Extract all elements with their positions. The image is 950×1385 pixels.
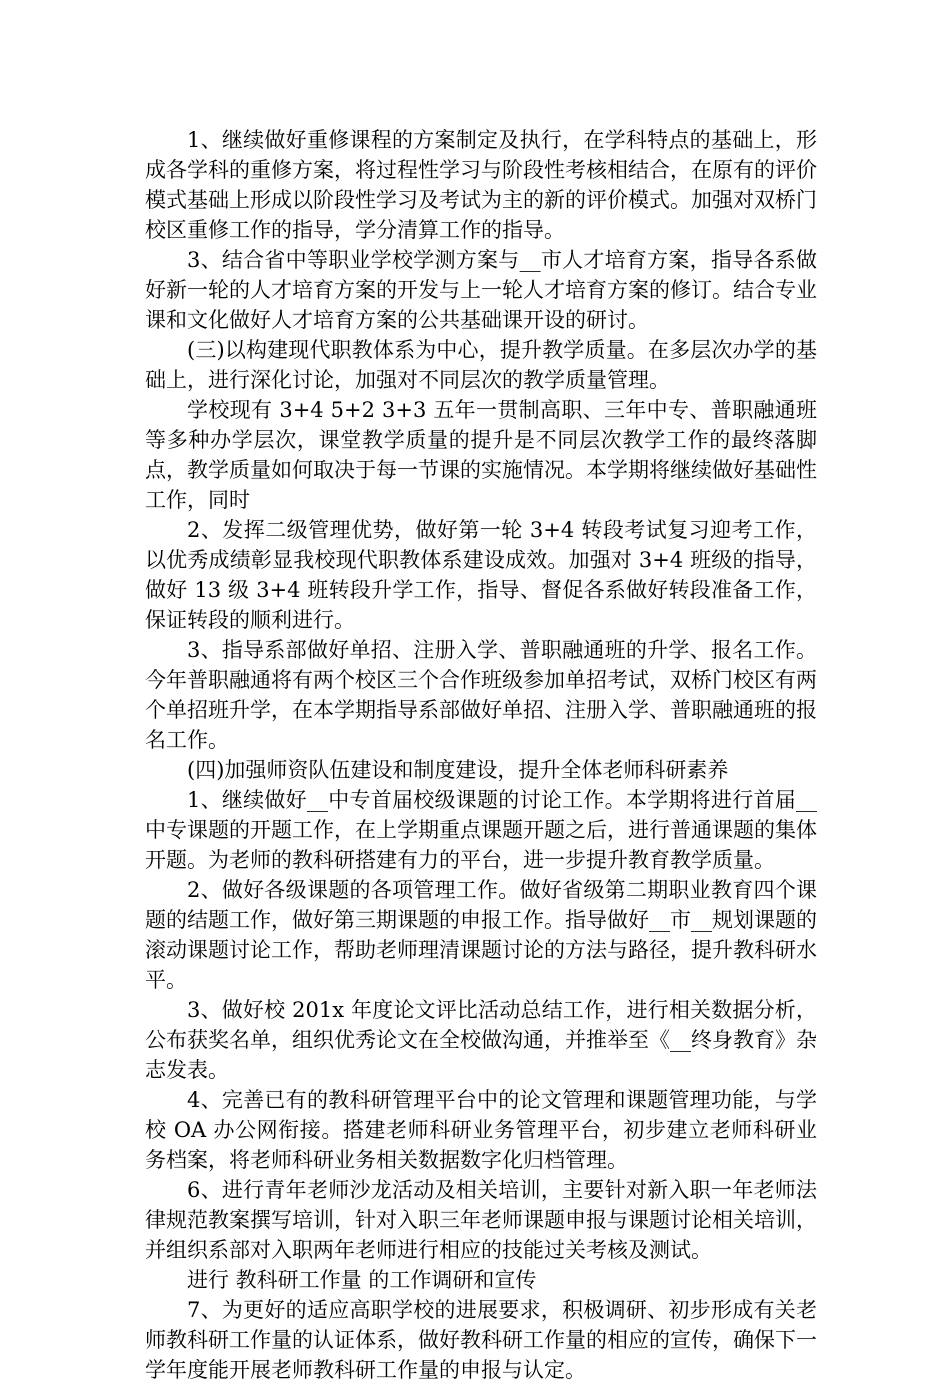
document-body: [145, 125, 817, 1385]
paragraph: 2、做好各级课题的各项管理工作。做好省级第二期职业教育四个课题的结题工作，做好第三期课题的申报工作。指导做好__市__规划课题的滚动课题讨论工作，帮助老师理清课题讨论的方法与路径，提升教科研水平。: [145, 878, 817, 992]
paragraph: 4、完善已有的教科研管理平台中的论文管理和课题管理功能，与学校 OA 办公网衔接。搭建老师科研业务管理平台，初步建立老师科研业务档案，将老师科研业务相关数据数字化归档管理。: [145, 1088, 817, 1172]
paragraph: 3、结合省中等职业学校学测方案与__市人才培育方案，指导各系做好新一轮的人才培育方案的开发与上一轮人才培育方案的修订。结合专业课和文化做好人才培育方案的公共基础课开设的研讨。: [145, 248, 817, 332]
section-heading: (三)以构建现代职教体系为中心，提升教学质量。在多层次办学的基础上，进行深化讨论，加强对不同层次的教学质量管理。: [145, 338, 817, 392]
paragraph: 1、继续做好__中专首届校级课题的讨论工作。本学期将进行首届__中专课题的开题工作，在上学期重点课题开题之后，进行普通课题的集体开题。为老师的教科研搭建有力的平台，进一步提升教育教学质量。: [145, 788, 817, 872]
paragraph: 3、做好校 201x 年度论文评比活动总结工作，进行相关数据分析，公布获奖名单，组织优秀论文在全校做沟通，并推举至《__终身教育》杂志发表。: [145, 998, 817, 1082]
paragraph: 2、发挥二级管理优势，做好第一轮 3+4 转段考试复习迎考工作，以优秀成绩彰显我校现代职教体系建设成效。加强对 3+4 班级的指导，做好 13 级 3+4 班转段升学工作，指导、督促各系做好转段准备工作，保证转段的顺利进行。: [145, 518, 817, 632]
paragraph: 3、指导系部做好单招、注册入学、普职融通班的升学、报名工作。今年普职融通将有两个校区三个合作班级参加单招考试，双桥门校区有两个单招班升学，在本学期指导系部做好单招、注册入学、普职融通班的报名工作。: [145, 638, 817, 752]
paragraph: 7、为更好的适应高职学校的进展要求，积极调研、初步形成有关老师教科研工作量的认证体系，做好教科研工作量的相应的宣传，确保下一学年度能开展老师教科研工作量的申报与认定。: [145, 1298, 817, 1382]
section-heading: (四)加强师资队伍建设和制度建设，提升全体老师科研素养: [187, 758, 729, 782]
paragraph: 学校现有 3+4 5+2 3+3 五年一贯制高职、三年中专、普职融通班等多种办学层次，课堂教学质量的提升是不同层次教学工作的最终落脚点，教学质量如何取决于每一节课的实施情况。本学期将继续做好基础性工作，同时: [145, 398, 817, 512]
subheading: 进行 教科研工作量 的工作调研和宣传: [187, 1268, 537, 1292]
paragraph: 6、进行青年老师沙龙活动及相关培训，主要针对新入职一年老师法律规范教案撰写培训，针对入职三年老师课题申报与课题讨论相关培训，并组织系部对入职两年老师进行相应的技能过关考核及测试。: [145, 1178, 817, 1262]
paragraph: 1、继续做好重修课程的方案制定及执行，在学科特点的基础上，形成各学科的重修方案，将过程性学习与阶段性考核相结合，在原有的评价模式基础上形成以阶段性学习及考试为主的新的评价模式。加强对双桥门校区重修工作的指导，学分清算工作的指导。: [145, 128, 817, 242]
